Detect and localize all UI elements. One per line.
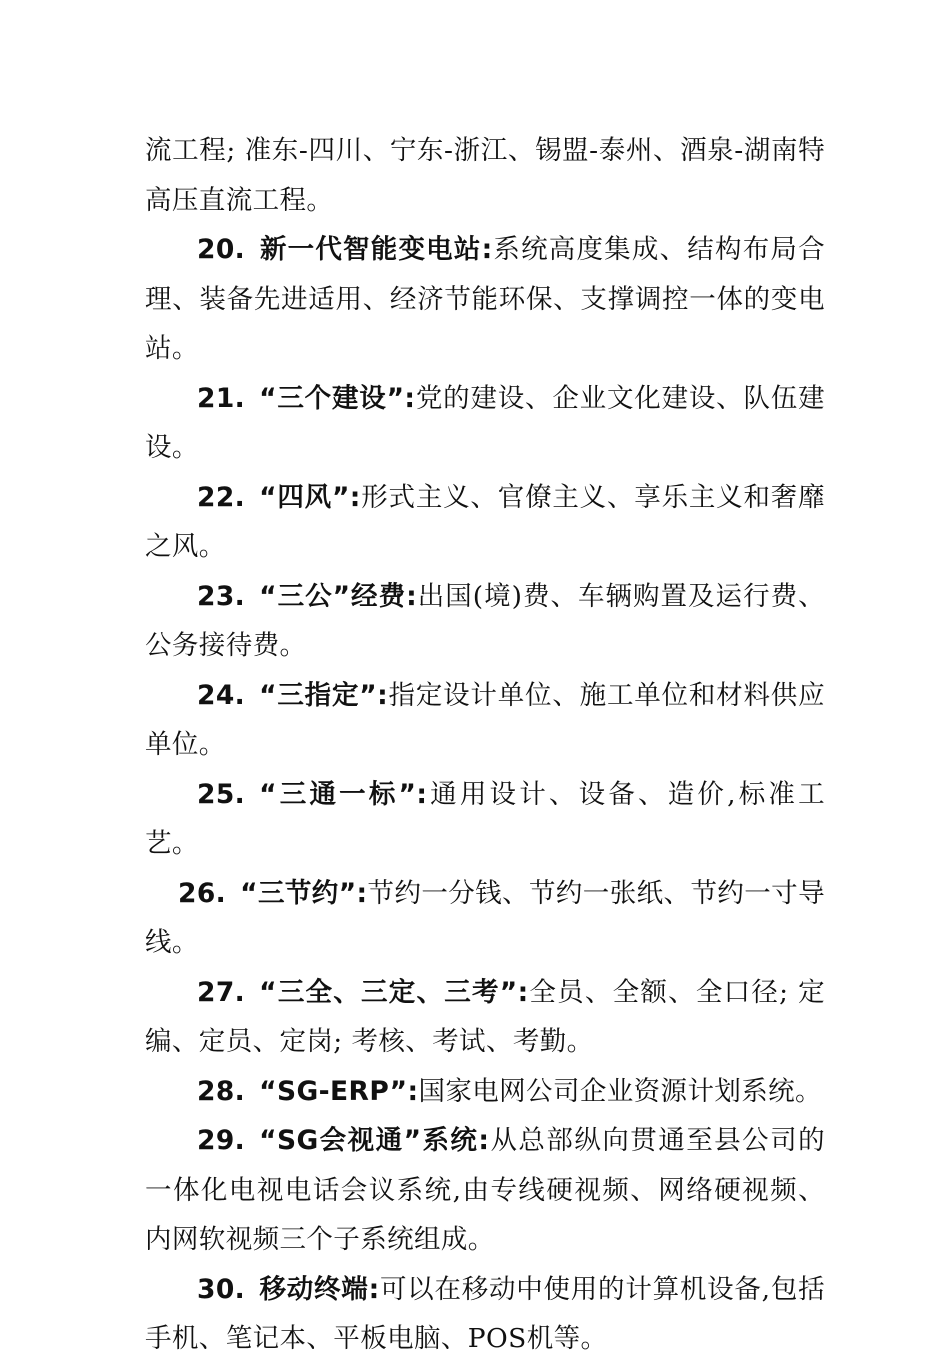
item-number: 23.: [197, 580, 246, 612]
item-definition: 形式主义、官僚主义、享乐主义和奢靡之风。: [145, 481, 825, 562]
definition-item-20: [145, 225, 825, 374]
item-number: 20.: [197, 234, 246, 265]
definition-item-21: [145, 374, 825, 473]
item-number: 26.: [178, 877, 227, 909]
item-term: “三全、三定、三考”:: [259, 976, 529, 1008]
item-definition: 系统高度集成、结构布局合理、装备先进适用、经济节能环保、支撑调控一体的变电站。: [145, 234, 825, 364]
item-number: 22.: [197, 481, 246, 513]
document-page: [145, 126, 825, 1364]
item-term: 新一代智能变电站:: [259, 234, 493, 265]
paragraph-text: 流工程; 准东-四川、宁东-浙江、锡盟-泰州、酒泉-湖南特高压直流工程。: [145, 135, 825, 216]
definition-item-26: [145, 869, 825, 968]
item-definition: 可以在移动中使用的计算机设备,包括手机、笔记本、平板电脑、POS机等。: [145, 1273, 825, 1354]
item-term: “三指定”:: [259, 679, 389, 711]
item-number: 21.: [197, 382, 246, 414]
item-definition: 党的建设、企业文化建设、队伍建设。: [145, 382, 826, 463]
definition-item-28: [145, 1067, 825, 1117]
item-definition: 全员、全额、全口径; 定编、定员、定岗; 考核、考试、考勤。: [145, 976, 825, 1057]
item-definition: 节约一分钱、节约一张纸、节约一寸导线。: [145, 877, 825, 958]
definition-item-25: [145, 770, 825, 869]
item-definition: 通用设计、设备、造价,标准工艺。: [145, 778, 825, 859]
paragraph-continuation: [145, 126, 825, 225]
item-term: “三个建设”:: [259, 382, 416, 414]
item-term: “三节约”:: [240, 877, 368, 909]
item-definition: 国家电网公司企业资源计划系统。: [418, 1075, 822, 1107]
item-term: 移动终端:: [259, 1273, 380, 1305]
item-term: “四风”:: [259, 481, 361, 513]
item-term: “SG会视通”系统:: [259, 1125, 490, 1156]
item-number: 24.: [197, 679, 246, 711]
item-term: “三通一标”:: [259, 778, 428, 810]
item-number: 30.: [197, 1273, 246, 1305]
item-number: 27.: [197, 976, 246, 1008]
item-number: 28.: [197, 1075, 246, 1107]
item-term: “三公”经费:: [259, 580, 418, 612]
item-definition: 出国(境)费、车辆购置及运行费、公务接待费。: [145, 580, 825, 661]
item-definition: 指定设计单位、施工单位和材料供应单位。: [145, 679, 825, 760]
definition-item-22: [145, 473, 825, 572]
item-definition: 从总部纵向贯通至县公司的一体化电视电话会议系统,由专线硬视频、网络硬视频、内网软视频三个子系统组成。: [145, 1125, 825, 1255]
item-number: 29.: [197, 1125, 246, 1156]
item-number: 25.: [197, 778, 246, 810]
definition-item-24: [145, 671, 825, 770]
definition-item-27: [145, 968, 825, 1067]
definition-item-23: [145, 572, 825, 671]
definition-item-29: [145, 1116, 825, 1265]
definition-item-30: [145, 1265, 825, 1364]
item-term: “SG-ERP”:: [259, 1075, 419, 1107]
